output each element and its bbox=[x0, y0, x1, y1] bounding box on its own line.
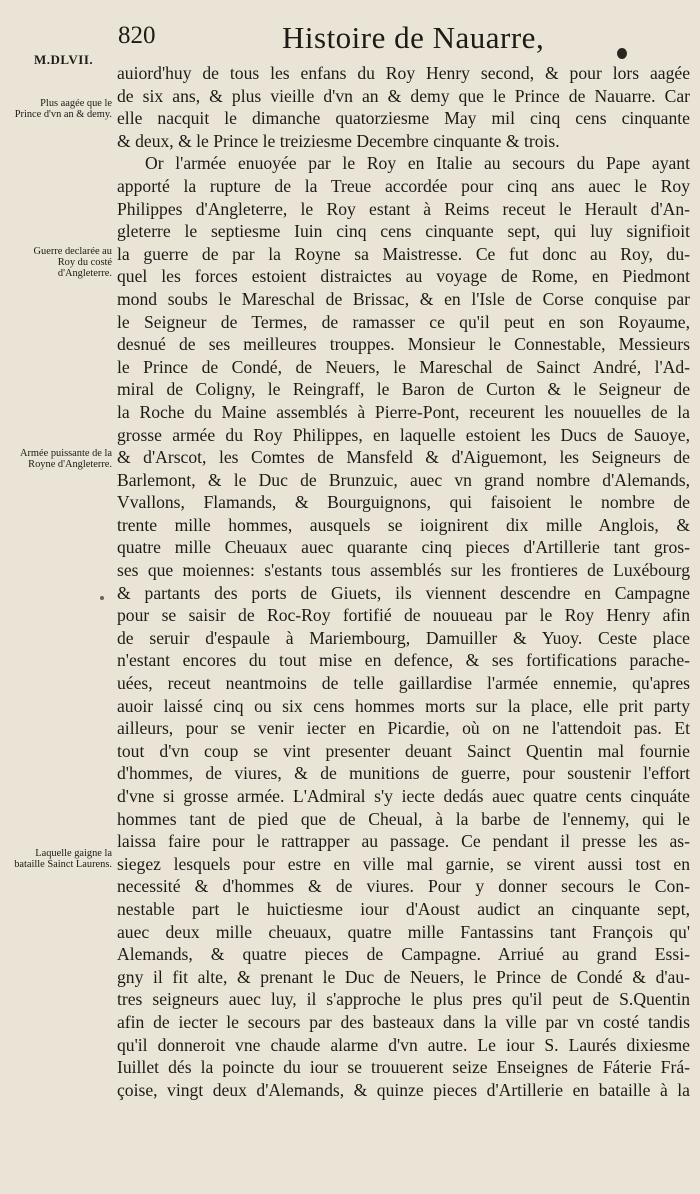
text-line: & deux, & le Prince le treiziesme Decembre cinquante & trois. bbox=[117, 130, 560, 151]
text-line: qu'il donneroit vne chaude alarme d'vn autre. Le iour S. Laurés dixiesme bbox=[117, 1034, 690, 1055]
text-line: & d'Arscot, les Comtes de Mansfeld & d'Aiguemont, les Seigneurs de bbox=[117, 447, 690, 468]
text-line: tres seigneurs auec luy, il s'approche le plus pres qu'il peut de S.Quentin bbox=[117, 989, 690, 1010]
text-line: Barlemont, & le Duc de Brunzuic, auec vn grand nombre d'Alemands, bbox=[117, 469, 690, 490]
text-line: uées, receut neantmoins de telle gaillardise l'armée ennemie, qu'apres bbox=[117, 673, 690, 694]
text-line: nestable part le huictiesme iour d'Aoust audict an cinquante sept, bbox=[117, 898, 690, 919]
text-line: Philippes d'Angleterre, le Roy estant à Reims receut le Herault d'An- bbox=[117, 198, 690, 219]
ink-blot-mark bbox=[617, 48, 627, 59]
text-line: çoise, vingt deux d'Alemands, & quinze pieces d'Artillerie en bataille à la bbox=[117, 1079, 690, 1100]
text-line: miral de Coligny, le Reingraff, le Baron de Curton & le Seigneur de bbox=[117, 379, 690, 400]
text-line: necessité & d'hommes & de viures. Pour y donner secours le Con- bbox=[117, 876, 690, 897]
text-line: d'vne si grosse armée. L'Admiral s'y iecte dedás auec quatre cents cinquáte bbox=[117, 786, 690, 806]
text-line: mond soubs le Mareschal de Brissac, & en l'Isle de Corse conquise par bbox=[117, 288, 690, 309]
text-line: grosse armée du Roy Philippes, en laquelle estoient les Ducs de Sauoye, bbox=[117, 424, 690, 445]
margin-note-war-declared: Guerre declarée au Roy du costé d'Angleterre. bbox=[33, 246, 112, 279]
text-line: gleterre le septiesme Iuin cinq cens cinquante sept, qui luy signifioit bbox=[117, 221, 690, 242]
margin-note-age: Plus aagée que le Prince d'vn an & demy. bbox=[14, 98, 112, 120]
text-line: siegez lesquels pour estre en ville mal garnie, se virent aussi tost en bbox=[117, 853, 690, 874]
text-line: ailleurs, pour se venir iecter en Picardie, où on ne l'attendoit pas. Et bbox=[117, 718, 690, 739]
text-line: gny il fit alte, & prenant le Duc de Neuers, le Prince de Condé & d'au- bbox=[117, 966, 690, 987]
text-line: quatre mille Cheuaux auec quarante cinq pieces d'Artillerie tant gros- bbox=[117, 537, 690, 558]
margin-note-army: Armée puissante de la Royne d'Angleterre. bbox=[19, 448, 112, 470]
text-line: pour se saisir de Roc-Roy fortifié de nouueau par le Roy Henry afin bbox=[117, 605, 690, 626]
text-line: laissa faire pour le rattrapper au passage. Ce pendant il presse les as- bbox=[117, 831, 690, 852]
margin-note-battle: Laquelle gaigne la bataille Sainct Laurens. bbox=[14, 848, 112, 870]
text-line: auoir laissé cinq ou six cens hommes morts sur la place, elle prit party bbox=[117, 695, 690, 716]
text-line: desnué de ses meilleures trouppes. Monsieur le Connestable, Messieurs bbox=[117, 334, 690, 355]
text-line: Vvallons, Flamands, & Bourguignons, qui faisoient le nombre de bbox=[117, 492, 690, 513]
text-line: auec deux mille cheuaux, quatre mille Fantassins tant François qu' bbox=[117, 921, 690, 942]
text-line: afin de iecter le secours par des basteaux dans la ville par vn costé tandis bbox=[117, 1011, 690, 1032]
text-line: quel les forces estoient distraictes au voyage de Rome, en Piedmont bbox=[117, 266, 690, 287]
text-line: le Seigneur de Termes, de ramasser ce qu'il peut en son Royaume, bbox=[117, 311, 690, 332]
text-line: la Roche du Maine assemblés à Pierre-Pont, receurent les nouuelles de la bbox=[117, 401, 690, 422]
text-line: n'estant encores du tout mise en defence, & ses fortifications parache- bbox=[117, 650, 690, 671]
page-number: 820 bbox=[118, 22, 156, 49]
text-line: apporté la rupture de la Treue accordée pour cinq ans auec le Roy bbox=[117, 175, 690, 196]
text-line: Alemands, & quatre pieces de Campagne. Arriué au grand Essi- bbox=[117, 944, 690, 965]
body-text bbox=[117, 62, 690, 1101]
margin-year: M.DLVII. bbox=[34, 52, 94, 67]
text-line: la guerre de par la Royne sa Maistresse. Ce fut donc au Roy, du- bbox=[117, 243, 690, 264]
text-line: d'hommes, de viures, & de munitions de guerre, pour soustenir l'effort bbox=[117, 763, 690, 784]
text-line: hommes tant de pied que de Cheual, à la barbe de l'ennemy, qui le bbox=[117, 808, 690, 829]
text-line: trente mille hommes, ausquels se ioignirent dix mille Anglois, & bbox=[117, 514, 690, 535]
text-line: de six ans, & plus vieille d'vn an & demy que le Prince de Nauarre. Car bbox=[117, 85, 690, 106]
text-line: auiord'huy de tous les enfans du Roy Henry second, & pour lors aagée bbox=[117, 63, 690, 83]
running-title: Histoire de Nauarre, bbox=[282, 20, 545, 55]
text-line: Iuillet dés la poincte du iour se trouuerent seize Enseignes de Fáterie Frá- bbox=[117, 1057, 690, 1078]
text-line: & partants des ports de Giuets, ils viennent descendre en Campagne bbox=[117, 582, 690, 603]
text-line: Or l'armée enuoyée par le Roy en Italie au secours du Pape ayant bbox=[145, 153, 690, 174]
text-line: elle nacquit le dimanche quatorziesme May mil cinq cens cinquante bbox=[117, 108, 690, 129]
text-line: le Prince de Condé, de Neuers, le Mareschal de Sainct André, l'Ad- bbox=[117, 356, 690, 377]
text-line: de seruir d'espaule à Mariembourg, Damuiller & Yuoy. Ceste place bbox=[117, 627, 690, 648]
text-line: tout d'vn coup se vint presenter deuant Sainct Quentin mal fournie bbox=[117, 740, 690, 761]
text-line: ses que moiennes: s'estants tous assemblés sur les frontieres de Luxébourg bbox=[117, 560, 690, 581]
ink-dot-mark bbox=[100, 596, 104, 600]
